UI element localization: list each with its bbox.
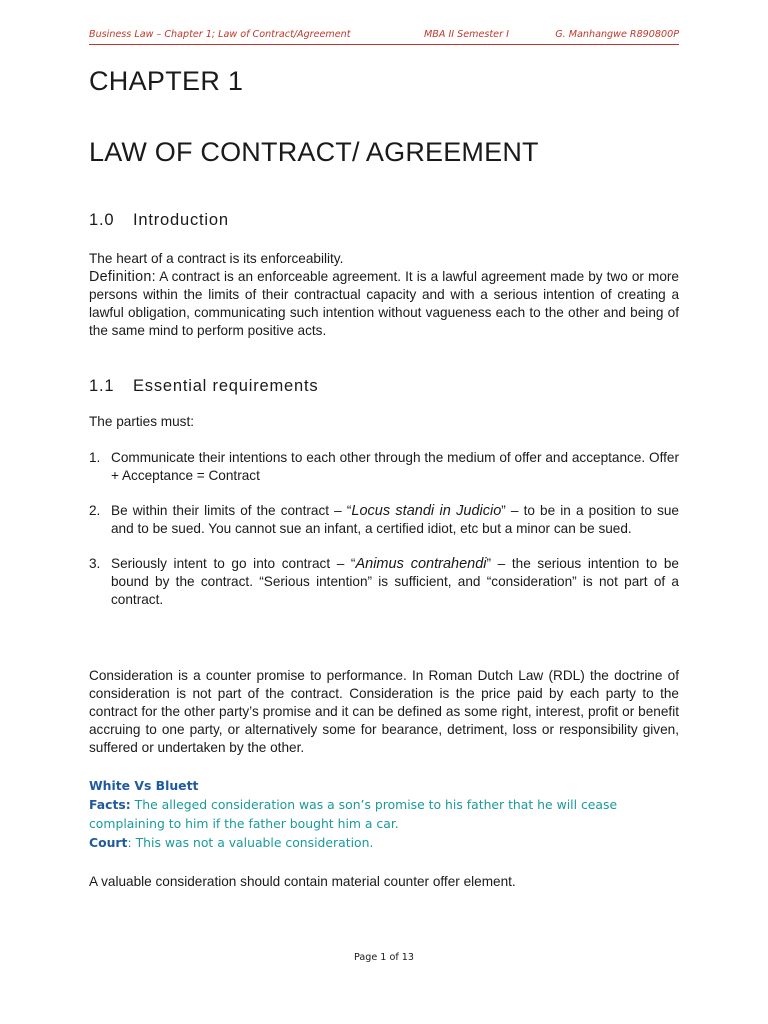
list-text-pre: Be within their limits of the contract – “ xyxy=(111,503,352,518)
list-text-post: ” – to be in a position to sue and to be sued. You cannot sue an infant, a certified idiot, etc but a minor can be sued. xyxy=(111,503,679,536)
case-court xyxy=(89,833,679,852)
header-author: G. Manhangwe R890800P xyxy=(555,29,679,40)
definition-label: Definition: xyxy=(89,269,156,285)
section-number: 1.1 xyxy=(89,377,115,395)
list-number: 1. xyxy=(89,450,101,465)
list-text-post: ” – the serious intention to be bound by the contract. “Serious intention” is sufficient, and “consideration” is not part of a contract. xyxy=(111,556,679,607)
intro-paragraph xyxy=(89,250,679,340)
facts-text: The alleged consideration was a son’s promise to his father that he will cease complaining to him if the father bought him a car. xyxy=(89,797,618,831)
court-label: Court xyxy=(89,835,128,850)
page-footer: Page 1 of 13 xyxy=(354,952,414,963)
definition-text: A contract is an enforceable agreement. It is a lawful agreement made by two or more persons within the limits of their contractual capacity and with a serious intention of creating a lawful obligation, communicating such intention without vagueness each to the other and being of the same mind to perform positive acts. xyxy=(89,269,679,338)
chapter-heading: CHAPTER 1 xyxy=(89,66,244,96)
header-course: Business Law – Chapter 1; Law of Contract/Agreement xyxy=(89,29,351,40)
latin-term: Animus contrahendi xyxy=(355,556,487,572)
definition-paragraph xyxy=(89,268,679,340)
parties-must-text: The parties must: xyxy=(89,414,195,429)
closing-sentence: A valuable consideration should contain material counter offer element. xyxy=(89,874,516,889)
list-number: 2. xyxy=(89,503,101,518)
case-box xyxy=(89,776,679,852)
list-text-pre: Seriously intent to go into contract – “ xyxy=(111,556,356,571)
chapter-title: LAW OF CONTRACT/ AGREEMENT xyxy=(89,137,539,167)
list-item xyxy=(89,449,679,485)
section-heading-introduction xyxy=(89,211,229,230)
section-title: Essential requirements xyxy=(133,377,319,395)
list-number: 3. xyxy=(89,556,101,571)
intro-line: The heart of a contract is its enforceability. xyxy=(89,251,344,266)
section-number: 1.0 xyxy=(89,211,115,229)
case-facts xyxy=(89,795,679,833)
list-item xyxy=(89,502,679,538)
header-program: MBA II Semester I xyxy=(424,29,509,40)
consideration-paragraph: Consideration is a counter promise to performance. In Roman Dutch Law (RDL) the doctrine of consideration is not part of the contract. Consideration is the price paid by each party to the contract for the other party’s promise and it can be defined as some right, interest, profit or benefit accruing to one party, or alternatively some for bearance, detriment, loss or responsibility given, suffered or undertaken by the other. xyxy=(89,668,679,755)
section-heading-requirements xyxy=(89,377,318,396)
requirements-list xyxy=(89,449,679,609)
list-text: Communicate their intentions to each other through the medium of offer and acceptance. Offer + Acceptance = Contract xyxy=(111,450,679,483)
list-item xyxy=(89,555,679,609)
section-title: Introduction xyxy=(133,211,229,229)
facts-label: Facts: xyxy=(89,797,131,812)
court-text: : This was not a valuable consideration. xyxy=(127,835,374,850)
case-title: White Vs Bluett xyxy=(89,778,199,793)
page-header xyxy=(89,28,679,45)
latin-term: Locus standi in Judicio xyxy=(351,503,502,519)
